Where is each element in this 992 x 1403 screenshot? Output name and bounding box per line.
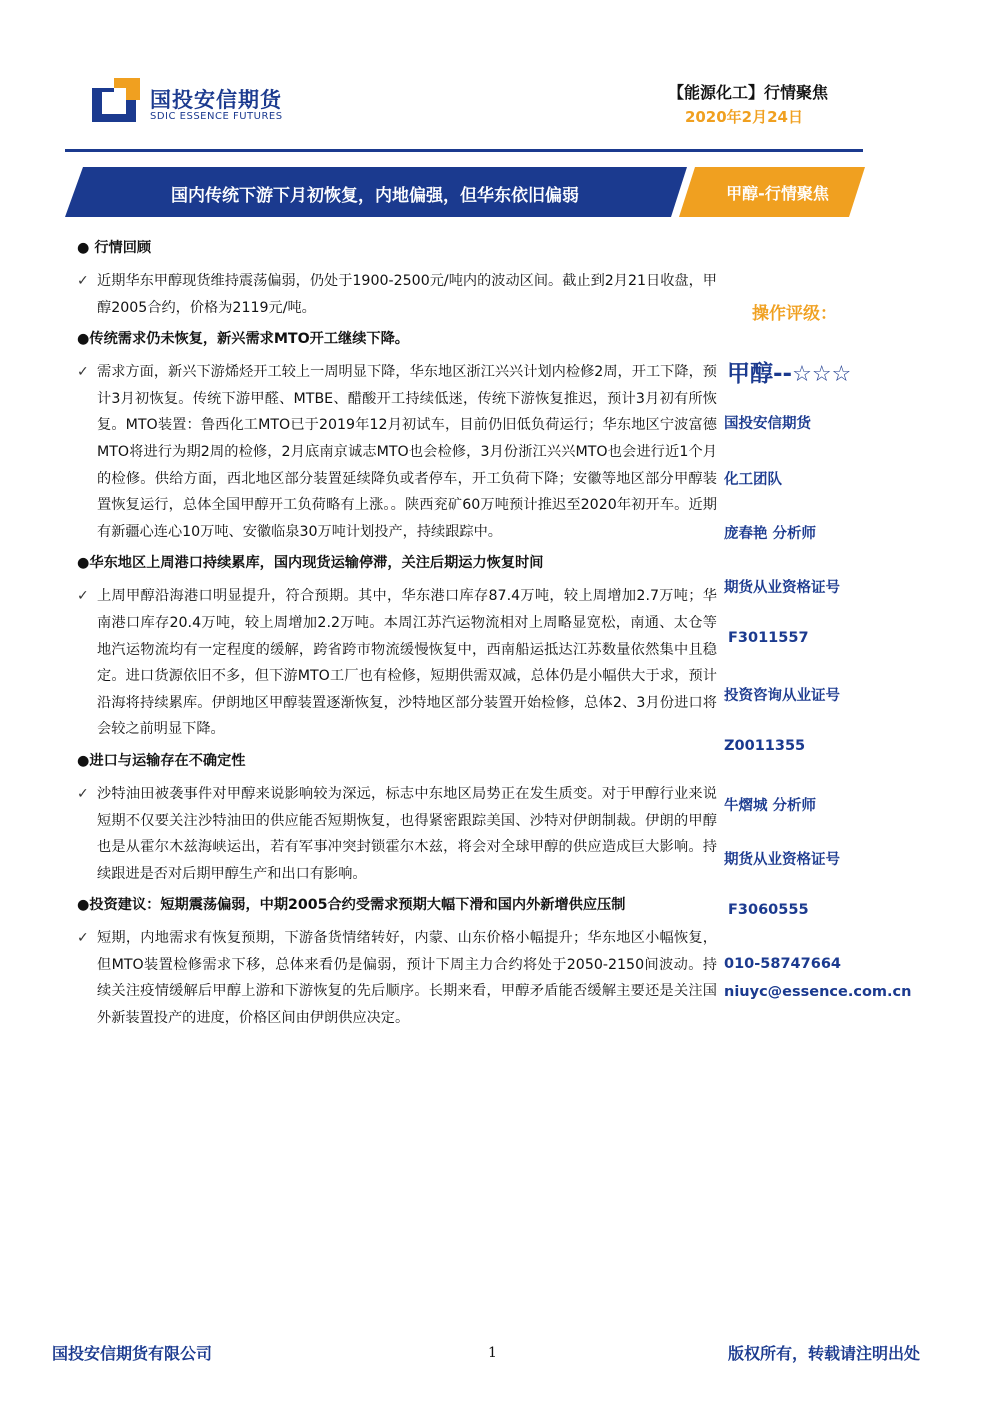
section-paragraph [77,781,717,887]
main-content [77,238,717,1040]
page-number: 1 [488,1345,497,1361]
paragraph-text: 沙特油田被袭事件对甲醇来说影响较为深远，标志中东地区局势正在发生质变。对于甲醇行业来说短期不仅要关注沙特油田的供应能否短期恢复，也得紧密跟踪美国、沙特对伊朗制裁。伊朗的甲醇也是从霍尔木兹海峡运出，若有军事冲突封锁霍尔木兹，将会对全球甲醇的供应造成巨大影响。持续跟进是否对后期甲醇生产和出口有影响。 [97,785,717,882]
section-paragraph [77,925,717,1031]
section-paragraph [77,583,717,743]
paragraph-text: 短期，内地需求有恢复预期，下游备货情绪转好，内蒙、山东价格小幅提升；华东地区小幅恢复，但MTO装置检修需求下移，总体来看仍是偏弱，预计下周主力合约将处于2050-2150间波动。持续关注疫情缓解后甲醇上游和下游恢复的先后顺序。长期来看，甲醇矛盾能否缓解主要还是关注国外新装置投产的进度，价格区间由伊朗供应决定。 [97,930,717,1027]
header-divider [65,149,863,152]
section-heading: ●进口与运输存在不确定性 [77,752,246,769]
check-icon: ✓ [77,930,89,947]
section-paragraph [77,268,717,321]
check-icon: ✓ [77,364,89,381]
section-heading: ●华东地区上周港口持续累库，国内现货运输停滞，关注后期运力恢复时间 [77,555,544,572]
paragraph-text: 近期华东甲醇现货维持震荡偏弱，仍处于1900-2500元/吨内的波动区间。截止到2月21日收盘，甲醇2005合约，价格为2119元/吨。 [97,273,717,316]
paragraph-text: 需求方面，新兴下游烯烃开工较上一周明显下降，华东地区浙江兴兴计划内检修2周，开工下降，预计3月初恢复。传统下游甲醛、MTBE、醋酸开工持续低迷，传统下游恢复推迟，预计3月初有所恢复。MTO装置：鲁西化工MTO已于2019年12月初试车，目前仍旧低负荷运行；华东地区宁波富德MTO将进行为期2周的检修，2月底南京诚志MTO也会检修，3月份浙江兴兴MTO也会进行近1个月的检修。供给方面，西北地区部分装置延续降负或者停车，开工负荷下降；安徽等地区部分甲醇装置恢复运行，总体全国甲醇开工负荷略有上涨。。陕西兖矿60万吨预计推迟至2020年初开车。近期有新疆心连心10万吨、安徽临泉30万吨计划投产，持续跟踪中。 [97,364,717,540]
check-icon: ✓ [77,588,89,605]
logo-mark-icon [92,78,144,124]
sidebar-analyst-1: 庞春艳 分析师 [724,526,817,542]
report-title: 【能源化工】行情聚焦 [667,83,828,102]
logo-text-cn: 国投安信期货 [150,88,282,112]
sidebar-email[interactable]: niuyc@essence.com.cn [724,984,912,1000]
rating-product: 甲醇-- [727,361,793,387]
sidebar-phone: 010-58747664 [724,956,841,972]
banner-tag: 甲醇-行情聚焦 [726,184,829,203]
sidebar-cert-1: F3011557 [728,630,809,646]
section-heading: ●投资建议：短期震荡偏弱，中期2005合约受需求预期大幅下滑和国内外新增供应压制 [77,897,626,914]
sidebar-analyst-2: 牛熠城 分析师 [724,798,817,814]
title-banner [65,167,865,217]
banner-title: 国内传统下游下月初恢复，内地偏强，但华东依旧偏弱 [171,186,579,206]
sidebar-cert-label-2: 期货从业资格证号 [724,852,840,868]
paragraph-text: 上周甲醇沿海港口明显提升，符合预期。其中，华东港口库存87.4万吨，较上周增加2.7万吨；华南港口库存20.4万吨，较上周增加2.2万吨。本周江苏汽运物流相对上周略显宽松，南通、太仓等地汽运物流均有一定程度的缓解，跨省跨市物流缓慢恢复中，西南船运抵达江苏数量依然集中且稳定。进口货源依旧不多，但下游MTO工厂也有检修，短期供需双减，总体仍是小幅供大于求，预计沿海将持续累库。伊朗地区甲醇装置逐渐恢复，沙特地区部分装置开始检修，总体2、3月份进口将会较之前明显下降。 [97,588,717,738]
footer-copyright: 版权所有，转载请注明出处 [728,1344,921,1363]
sidebar-consult-cert: Z0011355 [724,738,806,754]
sidebar-team: 化工团队 [724,472,782,488]
sidebar-cert-label-1: 期货从业资格证号 [724,580,840,596]
footer-company: 国投安信期货有限公司 [52,1344,213,1363]
company-logo [92,78,327,128]
sidebar-company: 国投安信期货 [724,416,811,432]
report-date: 2020年2月24日 [684,108,803,126]
logo-text-en: SDIC ESSENCE FUTURES [150,111,283,122]
rating-label: 操作评级： [752,304,837,324]
section-heading: ●传统需求仍未恢复，新兴需求MTO开工继续下降。 [77,331,409,348]
check-icon: ✓ [77,785,89,802]
sidebar-consult-label: 投资咨询从业证号 [724,688,840,704]
star-rating-icon: ☆☆☆ [792,362,852,387]
section-paragraph [77,359,717,545]
sidebar-cert-2: F3060555 [728,902,809,918]
section-heading: ● 行情回顾 [77,240,152,256]
check-icon: ✓ [77,273,89,289]
rating [727,355,851,388]
